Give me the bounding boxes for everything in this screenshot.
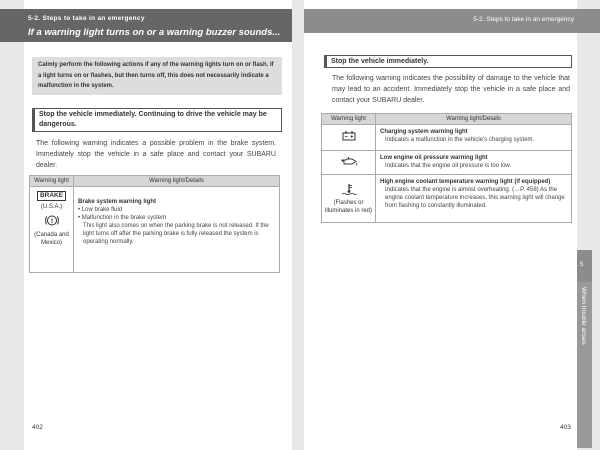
right-header-section: 5-2. Steps to take in an emergency (473, 16, 574, 23)
brake-bullet-2: • Malfunction in the brake system (78, 215, 167, 221)
coolant-light-title: High engine coolant temperature warning light (if equipped) (380, 179, 551, 185)
caution-text: Calmly perform the following actions if any of the warning lights turn on or flash. If a light turns on or flashes, but then turns off, this does not necessarily indicate a malfunction in the system. (38, 62, 274, 89)
brake-symbol-icon (44, 214, 60, 230)
caution-box (32, 57, 282, 95)
left-paragraph: The following warning indicates a possible problem in the brake system. Immediately stop the vehicle in a safe place and contact your SUBARU dealer. (36, 140, 276, 169)
page-number-left: 402 (32, 424, 43, 431)
brake-text-icon: BRAKE (37, 191, 66, 201)
col-details: Warning light/Details (376, 114, 572, 125)
battery-icon (342, 137, 356, 143)
coolant-light-note: (Flashes or illuminates in red) (324, 199, 373, 214)
table-row (30, 187, 280, 273)
left-section-heading: Stop the vehicle immediately. Continuing to drive the vehicle may be dangerous. (32, 108, 282, 132)
oil-can-icon (340, 162, 358, 168)
charging-light-detail: Indicates a malfunction in the vehicle's charging system. (385, 137, 535, 143)
brake-warning-table (29, 175, 280, 273)
right-section-heading: Stop the vehicle immediately. (324, 55, 572, 68)
right-paragraph: The following warning indicates the possibility of damage to the vehicle that may lead to an accident. Immediately stop the vehicle in a safe place and contact your SUBARU dealer. (332, 75, 570, 104)
coolant-temperature-icon (341, 192, 357, 198)
table-row (322, 151, 572, 175)
coolant-light-detail: Indicates that the engine is almost overheating. (→P. 458) As the engine coolant temperature increases, this warning light will change from flashing to constantly illuminated. (385, 187, 565, 209)
table-row (322, 175, 572, 223)
chapter-tab-number: 5 (577, 250, 592, 282)
col-warning-light: Warning light (30, 176, 74, 187)
left-header-title: If a warning light turns on or a warning buzzer sounds... (28, 27, 281, 38)
gutter (292, 0, 304, 450)
svg-text:!: ! (50, 218, 53, 225)
chapter-tab-label: When trouble arises (577, 282, 592, 448)
brake-bullet-1: • Low brake fluid (78, 207, 123, 213)
canada-label: (Canada and Mexico) (34, 232, 69, 246)
table-row (322, 125, 572, 151)
left-header (0, 9, 292, 42)
brake-note: This light also comes on when the parking brake is not released. If the light turns off after the parking brake is fully released the system is operating normally. (83, 223, 269, 245)
col-warning-light: Warning light (322, 114, 376, 125)
right-header (304, 9, 600, 33)
oil-pressure-light-detail: Indicates that the engine oil pressure is too low. (385, 163, 512, 169)
col-details: Warning light/Details (74, 176, 280, 187)
page-number-right: 403 (560, 424, 571, 431)
brake-light-title: Brake system warning light (78, 199, 157, 205)
charging-light-title: Charging system warning light (380, 129, 468, 135)
vehicle-warning-table (321, 113, 572, 223)
left-header-section: 5-2. Steps to take in an emergency (28, 15, 145, 22)
oil-pressure-light-title: Low engine oil pressure warning light (380, 155, 488, 161)
usa-label: (U.S.A.) (40, 204, 63, 210)
